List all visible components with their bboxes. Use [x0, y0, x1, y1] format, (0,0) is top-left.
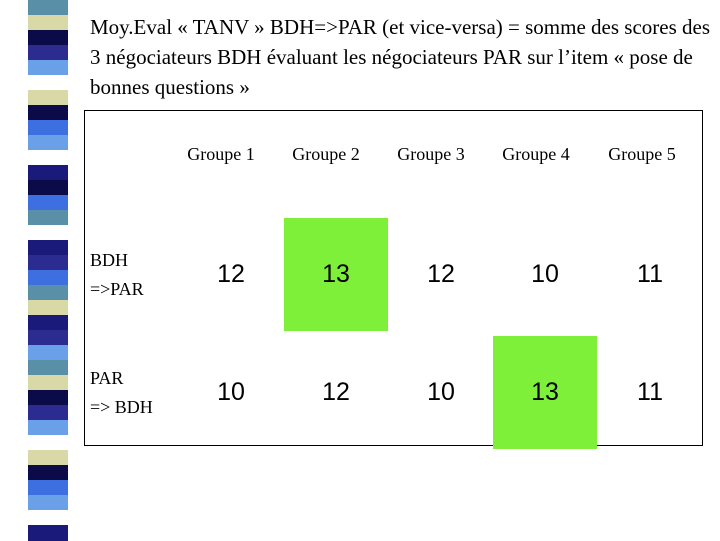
decorative-stripe: [28, 105, 68, 121]
decorative-stripe: [28, 480, 68, 496]
decorative-stripe: [28, 375, 68, 391]
decorative-stripe: [28, 135, 68, 151]
decorative-stripe: [28, 330, 68, 346]
table-cell: 12: [322, 378, 350, 406]
decorative-stripe: [28, 0, 68, 16]
decorative-stripe: [28, 465, 68, 481]
decorative-stripe: [28, 525, 68, 541]
row-label-bdh-to-par: [90, 246, 144, 304]
decorative-stripe: [28, 450, 68, 466]
decorative-stripe: [28, 165, 68, 181]
column-header-groupe-2: Groupe 2: [292, 144, 360, 164]
column-header-groupe-5: Groupe 5: [608, 144, 676, 164]
decorative-stripe: [28, 360, 68, 376]
table-cell: 10: [531, 260, 559, 288]
decorative-stripe: [28, 195, 68, 211]
column-header-groupe-1: Groupe 1: [187, 144, 255, 164]
decorative-stripe: [28, 315, 68, 331]
decorative-stripe: [28, 60, 68, 76]
table-cell: 10: [217, 378, 245, 406]
table-cell: 12: [427, 260, 455, 288]
decorative-stripe: [28, 180, 68, 196]
decorative-stripe: [28, 270, 68, 286]
table-cell: 11: [637, 378, 663, 406]
decorative-stripe: [28, 120, 68, 136]
decorative-stripe: [28, 255, 68, 271]
row-label-line: PAR: [90, 368, 124, 388]
row-label-line: =>PAR: [90, 279, 144, 299]
column-header-groupe-4: Groupe 4: [502, 144, 570, 164]
table-cell: 10: [427, 378, 455, 406]
decorative-stripe: [28, 300, 68, 316]
decorative-stripe-bar: [28, 0, 68, 540]
decorative-stripe: [28, 345, 68, 361]
decorative-stripe: [28, 240, 68, 256]
decorative-stripe: [28, 405, 68, 421]
decorative-stripe: [28, 45, 68, 61]
decorative-stripe: [28, 75, 68, 91]
slide-title: Moy.Eval « TANV » BDH=>PAR (et vice-versa) = somme des scores des 3 négociateurs BDH évaluant les négociateurs PAR sur l’item « pose de bonnes questions »: [90, 15, 711, 99]
decorative-stripe: [28, 90, 68, 106]
row-label-line: BDH: [90, 250, 129, 270]
table-cell: 12: [217, 260, 245, 288]
decorative-stripe: [28, 390, 68, 406]
decorative-stripe: [28, 420, 68, 436]
table-cell: 11: [637, 260, 663, 288]
table-cell: 13: [493, 336, 597, 449]
row-label-line: => BDH: [90, 397, 153, 417]
decorative-stripe: [28, 435, 68, 451]
decorative-stripe: [28, 495, 68, 511]
row-label-par-to-bdh: [90, 364, 153, 422]
decorative-stripe: [28, 225, 68, 241]
decorative-stripe: [28, 510, 68, 526]
decorative-stripe: [28, 150, 68, 166]
decorative-stripe: [28, 30, 68, 46]
decorative-stripe: [28, 15, 68, 31]
decorative-stripe: [28, 285, 68, 301]
table-cell: 13: [284, 218, 388, 331]
decorative-stripe: [28, 210, 68, 226]
column-header-groupe-3: Groupe 3: [397, 144, 465, 164]
